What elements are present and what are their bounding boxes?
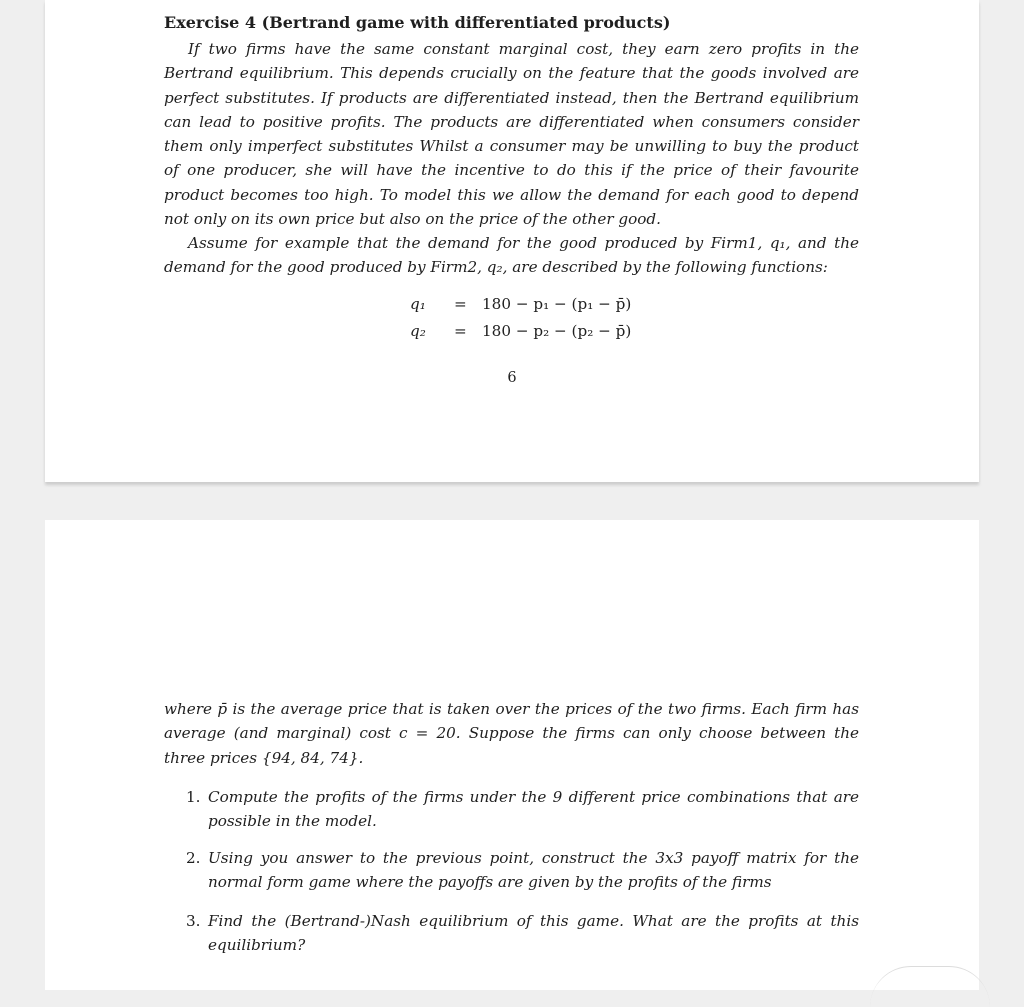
equation-rhs: 180 − p₁ − (p₁ − p̄) <box>482 295 632 313</box>
equation-q1 <box>410 294 650 314</box>
demand-paragraph: Assume for example that the demand for the good produced by Firm1, q₁, and the demand for the good produced by Firm2, q₂, are described by the following functions: <box>164 234 859 277</box>
document-page-2 <box>45 520 979 990</box>
list-item <box>186 846 859 895</box>
scroll-corner-decoration <box>870 966 990 1007</box>
list-item-text: Find the (Bertrand-)Nash equilibrium of this game. What are the profits at this equilibrium? <box>208 912 859 955</box>
list-item-number: 2. <box>186 849 201 867</box>
equation-q2 <box>410 321 650 341</box>
equation-sign: = <box>454 295 467 313</box>
average-price-paragraph: where p̄ is the average price that is taken over the prices of the two firms. Each firm has average (and marginal) cost c = 20. Suppose the firms can only choose between the three prices {94, 84, 74}. <box>164 700 859 767</box>
equation-rhs: 180 − p₂ − (p₂ − p̄) <box>482 322 632 340</box>
intro-paragraph: If two firms have the same constant marginal cost, they earn zero profits in the Bertrand equilibrium. This depends crucially on the feature that the goods involved are perfect substitutes. If products are differentiated instead, then the Bertrand equilibrium can lead to positive profits. The products are differentiated when consumers consider them only imperfect substitutes Whilst a consumer may be unwilling to buy the product of one producer, she will have the incentive to do this if the price of their favourite product becomes too high. To model this we allow the demand for each good to depend not only on its own price but also on the price of the other good. <box>164 40 859 229</box>
list-item <box>186 785 859 834</box>
equation-lhs: q₂ <box>410 322 426 340</box>
exercise-title: Exercise 4 (Bertrand game with differentiated products) <box>164 13 671 32</box>
equation-lhs: q₁ <box>410 295 426 313</box>
document-page-1 <box>45 0 979 482</box>
list-item <box>186 909 859 958</box>
list-item-number: 1. <box>186 788 201 806</box>
list-item-text: Using you answer to the previous point, construct the 3x3 payoff matrix for the normal form game where the payoffs are given by the profits of the firms <box>208 849 859 892</box>
list-item-number: 3. <box>186 912 201 930</box>
equation-sign: = <box>454 322 467 340</box>
page-number: 6 <box>507 370 517 386</box>
list-item-text: Compute the profits of the firms under the 9 different price combinations that are possible in the model. <box>208 788 859 831</box>
